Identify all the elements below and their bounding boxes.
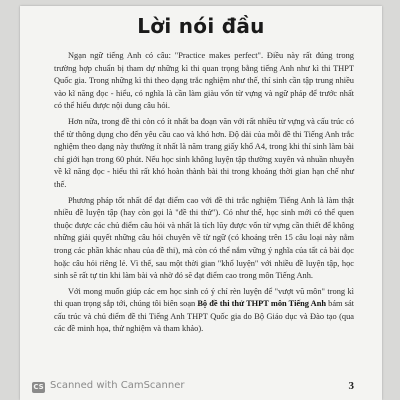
paragraph-2: Hơn nữa, trong đề thi còn có ít nhất ba đoạn văn với rất nhiều từ vựng và cấu trúc có thể từ thông dụng cho đến yêu cầu cao và khó hơn. Độ dài của mỗi đề thi Tiếng Anh trắc nghiệm theo dạng này thường ít nhất là năm trang giấy khổ A4, trong khi thí sinh làm bài chỉ giới hạn trong 60 phút. Nếu học sinh không luyện tập thường xuyên và nhuần nhuyễn về kĩ năng đọc - hiểu thì rất khó hoàn thành bài thi trong khoảng thời gian hạn chế như thế. [54, 116, 354, 189]
camscanner-watermark: Scanned with CamScanner [50, 380, 185, 391]
paragraph-4-book-title: Bộ đề thi thử THPT môn Tiếng Anh [197, 299, 327, 309]
camscanner-logo-icon: CS [33, 383, 44, 391]
document-page [20, 6, 382, 400]
paragraph-3: Phương pháp tốt nhất để đạt điểm cao với đề thi trắc nghiệm Tiếng Anh là làm thật nhiều đề luyện tập (hay còn gọi là "đề thi thử"). Có như thế, học sinh mới có thể quen thuộc được các chủ điểm câu hỏi và nhất là tích lũy được vốn từ vựng cần thiết để không những giải quyết những câu hỏi chuyên về từ ngữ (có khoảng trên 15 câu loại này nằm trong các phần khác nhau của đề thi), mà còn có thể nắm vững ý nghĩa của tất cả bài đọc hoặc câu hỏi riêng lẻ. Vì thế, sau một thời gian "khổ luyện" với nhiều đề luyện tập, học sinh sẽ rất tự tin khi làm bài và nhờ đó sẽ đạt điểm cao trong môn Tiếng Anh. [54, 195, 354, 281]
paragraph-1: Ngạn ngữ tiếng Anh có câu: "Practice makes perfect". Điều này rất đúng trong trường hợp chuẩn bị tham dự những kì thi quan trọng bằng tiếng Anh như kì thi THPT Quốc gia. Trong những kì thi theo dạng trắc nghiệm như thế, thí sinh cần tập trung nhiều vào kĩ năng đọc - hiểu, có nghĩa là cần làm giàu vốn từ vựng và ngữ pháp để trước nhất có thể hiểu được nội dung câu hỏi. [54, 51, 354, 111]
preface-body [54, 50, 354, 339]
paragraph-4-text-after: bám sát cấu trúc và chủ điểm đề thi Tiếng Anh THPT Quốc gia do Bộ Giáo dục và Đào tạo (qua các đề minh họa, thử nghiệm và tham khảo). [54, 299, 354, 334]
paragraph-4-text-before: Với mong muốn giúp các em học sinh có ý chí rèn luyện để "vượt vũ môn" trong kì thi quan trọng sắp tới, chúng tôi biên soạn [54, 286, 354, 309]
page-footer [20, 380, 382, 400]
page-number: 3 [348, 380, 354, 392]
paragraph-4 [54, 286, 354, 336]
page-title: Lời nói đầu [137, 14, 265, 38]
